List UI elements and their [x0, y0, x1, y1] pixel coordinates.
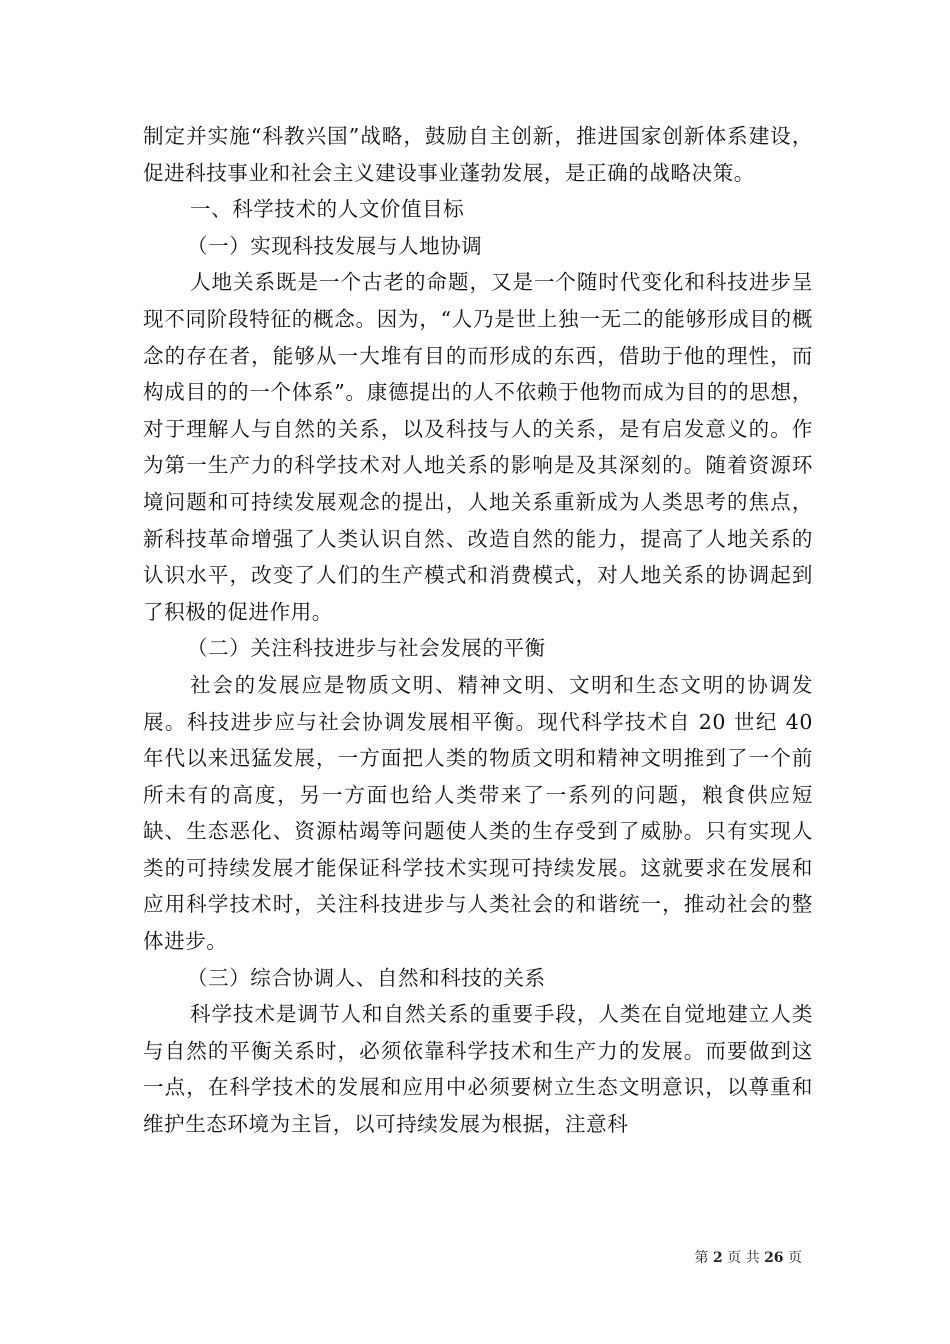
footer-prefix: 第: [694, 1250, 709, 1266]
current-page-number: 2: [712, 1250, 723, 1266]
footer-middle: 页 共: [727, 1250, 760, 1266]
paragraph-social-balance: 社会的发展应是物质文明、精神文明、文明和生态文明的协调发展。科技进步应与社会协调发展相平衡。现代科学技术自 20 世纪 40 年代以来迅猛发展，一方面把人类的物质文明和精神文明推到了一个前所未有的高度，另一方面也给人类带来了一系列的问题，粮食供应短缺、生态恶化、资源枯竭等问题使人类的生存受到了威胁。只有实现人类的可持续发展才能保证科学技术实现可持续发展。这就要求在发展和应用科学技术时，关注科技进步与人类社会的和谐统一，推动社会的整体进步。: [143, 672, 813, 954]
footer-suffix: 页: [788, 1250, 802, 1266]
section-heading-1: 一、科学技术的人文价值目标: [190, 197, 465, 222]
body-text: [143, 118, 813, 1143]
page-number-footer: [695, 1248, 803, 1268]
total-page-count: 26: [764, 1250, 784, 1266]
subsection-heading-3: （三）综合协调人、自然和科技的关系: [187, 965, 546, 990]
paragraph-coordination: 科学技术是调节人和自然关系的重要手段，人类在自觉地建立人类与自然的平衡关系时，必须依靠科学技术和生产力的发展。而要做到这一点，在科学技术的发展和应用中必须要树立生态文明意识，以尊重和维护生态环境为主旨，以可持续发展为根据，注意科: [143, 1002, 813, 1137]
subsection-heading-2: （二）关注科技进步与社会发展的平衡: [187, 636, 546, 661]
paragraph-human-land: 人地关系既是一个古老的命题，又是一个随时代变化和科技进步呈现不同阶段特征的概念。因为，“人乃是世上独一无二的能够形成目的概念的存在者，能够从一大堆有目的而形成的东西，借助于他的理性，而构成目的的一个体系”。康德提出的人不依赖于他物而成为目的的思想，对于理解人与自然的关系，以及科技与人的关系，是有启发意义的。作为第一生产力的科学技术对人地关系的影响是及其深刻的。随着资源环境问题和可持续发展观念的提出，人地关系重新成为人类思考的焦点，新科技革命增强了人类认识自然、改造自然的能力，提高了人地关系的认识水平，改变了人们的生产模式和消费模式，对人地关系的协调起到了积极的促进作用。: [143, 270, 813, 624]
paragraph-intro: 制定并实施“科教兴国”战略，鼓励自主创新，推进国家创新体系建设，促进科技事业和社会主义建设事业蓬勃发展，是正确的战略决策。: [143, 124, 813, 185]
subsection-heading-1: （一）实现科技发展与人地协调: [187, 233, 483, 258]
